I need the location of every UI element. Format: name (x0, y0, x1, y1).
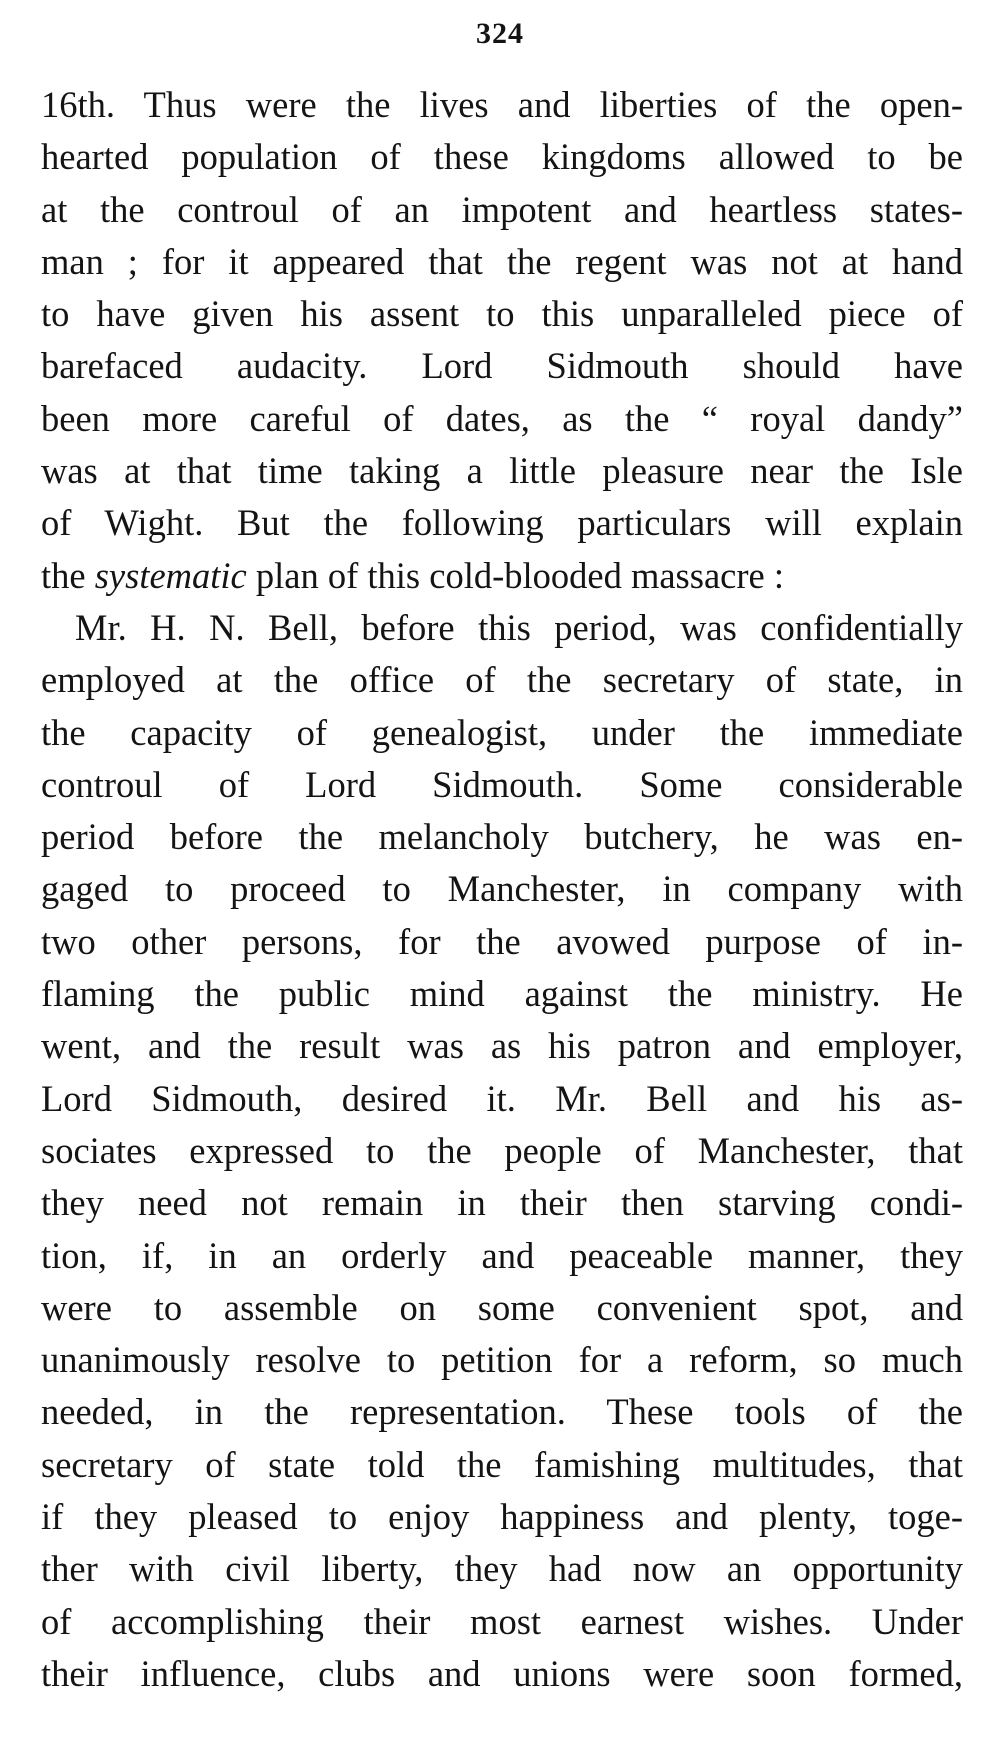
text-line: gaged to proceed to Manchester, in company with (41, 868, 963, 910)
text-line: they need not remain in their then starving condi- (41, 1182, 963, 1224)
text-line: went, and the result was as his patron and employer, (41, 1025, 963, 1067)
text-line: secretary of state told the famishing multitudes, that (41, 1443, 963, 1485)
text-line: sociates expressed to the people of Manchester, that (41, 1129, 963, 1171)
text-line-first: Mr. H. N. Bell, before this period, was confidentially (75, 606, 963, 648)
text-line: of Wight. But the following particulars will explain (41, 502, 963, 544)
text-line: to have given his assent to this unparalleled piece of (41, 293, 963, 335)
text-line: period before the melancholy butchery, he was en- (41, 816, 963, 858)
text-line: barefaced audacity. Lord Sidmouth should have (41, 345, 963, 387)
text-line: been more careful of dates, as the “ royal dandy” (41, 397, 963, 439)
text-line: needed, in the representation. These tools of the (41, 1391, 963, 1433)
italic-word: systematic (94, 554, 247, 596)
text-segment: plan of this cold-blooded massacre : (246, 554, 784, 596)
text-line: of accomplishing their most earnest wishes. Under (41, 1600, 963, 1642)
text-line: employed at the office of the secretary of state, in (41, 659, 963, 701)
text-line: two other persons, for the avowed purpose of in- (41, 920, 963, 962)
text-line: 16th. Thus were the lives and liberties of the open- (41, 84, 963, 125)
text-line: ther with civil liberty, they had now an opportunity (41, 1548, 963, 1590)
paragraph-1 (41, 79, 963, 602)
text-line: at the controul of an impotent and heartless states- (41, 188, 963, 230)
text-line: unanimously resolve to petition for a reform, so much (41, 1339, 963, 1381)
paragraph-2 (41, 602, 963, 1700)
text-line: flaming the public mind against the ministry. He (41, 973, 963, 1015)
page-number: 324 (476, 17, 524, 50)
text-line: was at that time taking a little pleasure near the Isle (41, 450, 963, 492)
text-line: the capacity of genealogist, under the immediate (41, 711, 963, 753)
text-line: hearted population of these kingdoms allowed to be (41, 136, 963, 178)
text-line: if they pleased to enjoy happiness and plenty, toge- (41, 1496, 963, 1538)
text-line: were to assemble on some convenient spot, and (41, 1286, 963, 1328)
text-line-final (41, 550, 963, 602)
text-line: their influence, clubs and unions were soon formed, (41, 1652, 963, 1694)
body-text (41, 79, 963, 1700)
text-line: Lord Sidmouth, desired it. Mr. Bell and his as- (41, 1077, 963, 1119)
text-line: tion, if, in an orderly and peaceable manner, they (41, 1234, 963, 1276)
text-line: controul of Lord Sidmouth. Some considerable (41, 763, 963, 805)
text-line: man ; for it appeared that the regent was not at hand (41, 240, 963, 282)
text-segment: the (41, 554, 95, 596)
